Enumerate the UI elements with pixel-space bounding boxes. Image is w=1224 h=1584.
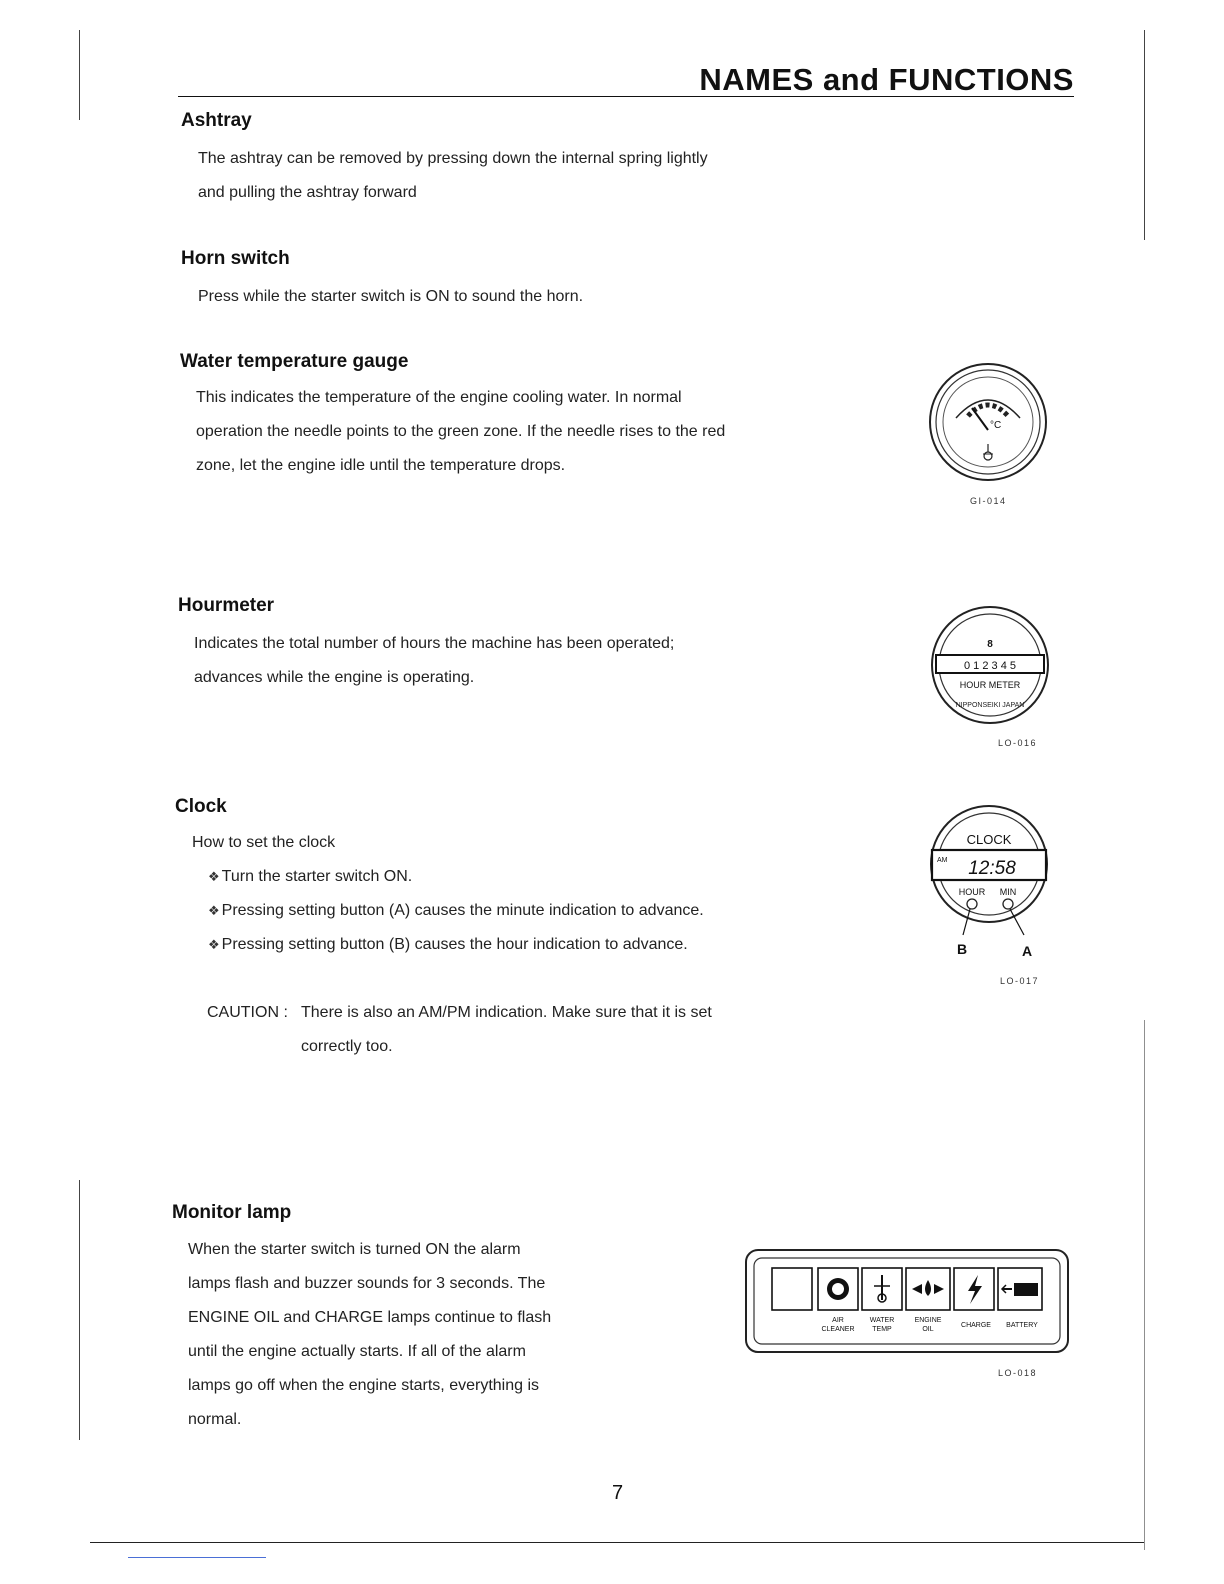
lamp-label: WATER bbox=[869, 1317, 895, 1324]
lamp-label: OIL bbox=[922, 1326, 934, 1333]
clock-step: ❖ Turn the starter switch ON. bbox=[208, 860, 808, 894]
monitor-line: lamps flash and buzzer sounds for 3 seconds. The bbox=[188, 1275, 546, 1292]
caution-line: There is also an AM/PM indication. Make sure that it is set bbox=[301, 1004, 712, 1021]
lamp-label: CHARGE bbox=[961, 1322, 991, 1329]
header-rule bbox=[178, 96, 1074, 97]
lamp-label: TEMP bbox=[872, 1326, 892, 1333]
water-line: operation the needle points to the green zone. If the needle rises to the red bbox=[196, 423, 726, 440]
hourmeter-line: advances while the engine is operating. bbox=[194, 669, 475, 686]
clock-display-min: MIN bbox=[999, 887, 1017, 897]
clock-figure bbox=[926, 800, 1052, 964]
section-title-water: Water temperature gauge bbox=[180, 351, 409, 372]
monitor-line: When the starter switch is turned ON the alarm bbox=[188, 1241, 521, 1258]
lamp-label: BATTERY bbox=[1006, 1322, 1038, 1329]
caution-label: CAUTION : bbox=[207, 1004, 288, 1021]
clock-steps bbox=[208, 860, 808, 962]
monitor-line: ENGINE OIL and CHARGE lamps continue to flash bbox=[188, 1309, 552, 1326]
water-line: zone, let the engine idle until the temperature drops. bbox=[196, 457, 566, 474]
figure-code-hourmeter: LO-016 bbox=[998, 738, 1038, 748]
clock-step: ❖ Pressing setting button (B) causes the hour indication to advance. bbox=[208, 928, 808, 962]
section-title-ashtray: Ashtray bbox=[181, 110, 252, 131]
clock-display-title: CLOCK bbox=[966, 832, 1012, 847]
clock-display-time: 12:58 bbox=[968, 858, 1016, 879]
section-title-horn: Horn switch bbox=[181, 248, 290, 269]
section-title-monitor: Monitor lamp bbox=[172, 1202, 292, 1223]
right-margin-line bbox=[1144, 30, 1145, 240]
caution-line: correctly too. bbox=[301, 1038, 393, 1055]
right-margin-line-lower bbox=[1144, 1020, 1145, 1550]
monitor-lamp-figure bbox=[744, 1248, 1070, 1356]
figure-code-monitor: LO-018 bbox=[998, 1368, 1038, 1378]
page-number: 7 bbox=[612, 1482, 624, 1504]
ashtray-line: The ashtray can be removed by pressing down the internal spring lightly bbox=[198, 150, 708, 167]
hour-set-button-b bbox=[967, 899, 977, 909]
caution-text bbox=[301, 996, 801, 1064]
svg-text:8: 8 bbox=[987, 639, 993, 650]
label-a: A bbox=[1021, 943, 1033, 959]
monitor-text bbox=[188, 1233, 608, 1437]
left-margin-line-lower bbox=[79, 1180, 80, 1440]
section-title-hourmeter: Hourmeter bbox=[178, 595, 275, 616]
footer-rule bbox=[90, 1542, 1144, 1543]
lamp-label: AIR bbox=[832, 1317, 844, 1324]
monitor-line: normal. bbox=[188, 1411, 242, 1428]
label-b: B bbox=[956, 941, 968, 957]
hourmeter-maker: NIPPONSEIKI JAPAN bbox=[955, 702, 1025, 709]
horn-line: Press while the starter switch is ON to sound the horn. bbox=[198, 288, 584, 305]
hourmeter-figure bbox=[928, 603, 1052, 727]
figure-code-water: GI-014 bbox=[970, 496, 1007, 506]
clock-step: ❖ Pressing setting button (A) causes the minute indication to advance. bbox=[208, 894, 808, 928]
horn-text bbox=[198, 280, 818, 314]
blank-lamp bbox=[772, 1268, 812, 1310]
water-temp-gauge-figure bbox=[926, 360, 1050, 484]
hourmeter-line: Indicates the total number of hours the machine has been operated; bbox=[194, 635, 675, 652]
page-title: NAMES and FUNCTIONS bbox=[699, 62, 1074, 97]
lamp-label: CLEANER bbox=[821, 1326, 855, 1333]
clock-display-hour: HOUR bbox=[958, 887, 986, 897]
hourmeter-digits: 0 1 2 3 4 5 bbox=[964, 660, 1016, 672]
ashtray-text bbox=[198, 142, 818, 210]
footer-mark bbox=[128, 1557, 266, 1558]
hourmeter-label: HOUR METER bbox=[959, 680, 1021, 690]
ashtray-line: and pulling the ashtray forward bbox=[198, 184, 417, 201]
hourmeter-text bbox=[194, 627, 794, 695]
water-text bbox=[196, 381, 796, 483]
clock-intro: How to set the clock bbox=[192, 834, 336, 851]
figure-code-clock: LO-017 bbox=[1000, 976, 1040, 986]
left-margin-line bbox=[79, 30, 80, 120]
clock-display-am: AM bbox=[937, 857, 948, 864]
water-line: This indicates the temperature of the engine cooling water. In normal bbox=[196, 389, 682, 406]
section-title-clock: Clock bbox=[175, 796, 227, 817]
lamp-label: ENGINE bbox=[914, 1317, 942, 1324]
monitor-line: until the engine actually starts. If all of the alarm bbox=[188, 1343, 526, 1360]
minute-set-button-a bbox=[1003, 899, 1013, 909]
gauge-unit-label: °C bbox=[990, 420, 1002, 431]
monitor-line: lamps go off when the engine starts, everything is bbox=[188, 1377, 540, 1394]
